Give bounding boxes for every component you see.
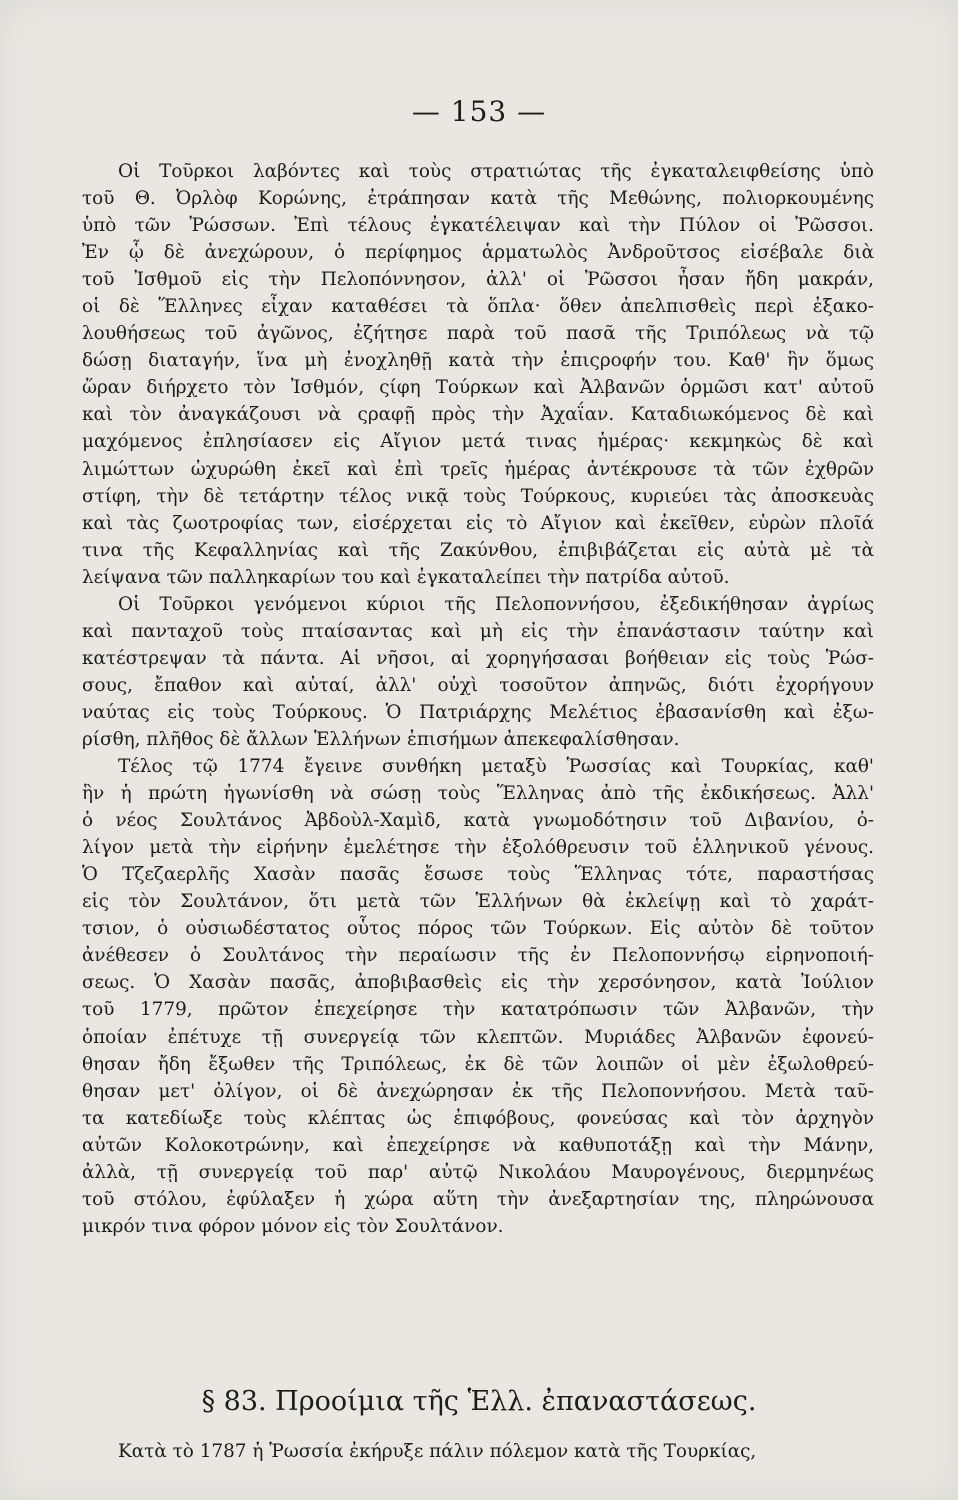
- text-line: τα κατεδίωξε τοὺς κλέπτας ὡς ἐπιφόβους, φονεύσας καὶ τὸν ἀρχηγὸν: [82, 1107, 874, 1129]
- text-line: Ἐν ᾧ δὲ ἀνεχώρουν, ὁ περίφημος ἁρματωλὸς Ἀνδροῦτσος εἰσέβαλε διὰ: [82, 242, 874, 264]
- text-line: εἰς τὸν Σουλτάνον, ὅτι μετὰ τῶν Ἑλλήνων θὰ ἐκλείψῃ καὶ τὸ χαράτ-: [82, 891, 874, 913]
- text-line: τοῦ Θ. Ὀρλὸφ Κορώνης, ἐτράπησαν κατὰ τῆς Μεθώνης, πολιορκουμένης: [82, 188, 874, 210]
- text-line: αὐτῶν Κολοκοτρώνην, καὶ ἐπεχείρησε νὰ καθυποτάξῃ καὶ τὴν Μάνην,: [82, 1134, 874, 1156]
- text-line: ναύτας εἰς τοὺς Τούρκους. Ὁ Πατριάρχης Μελέτιος ἐβασανίσθη καὶ ἐξω-: [82, 701, 874, 723]
- text-line: τοῦ 1779, πρῶτον ἐπεχείρησε τὴν κατατρόπωσιν τῶν Ἀλβανῶν, τὴν: [82, 999, 874, 1021]
- page-number: — 153 —: [411, 95, 547, 128]
- text-line: Οἱ Τοῦρκοι λαβόντες καὶ τοὺς στρατιώτας τῆς ἐγκαταλειφθείσης ὑπὸ: [118, 161, 874, 182]
- text-line: ὁ νέος Σουλτάνος Ἀβδοὺλ-Χαμὶδ, κατὰ γνωμοδότησιν τοῦ Διβανίου, ὀ-: [82, 810, 874, 832]
- text-line: θησαν μετ' ὀλίγον, οἱ δὲ ἀνεχώρησαν ἐκ τῆς Πελοποννήσου. Μετὰ ταῦ-: [82, 1080, 874, 1102]
- text-line: Κατὰ τὸ 1787 ἡ Ῥωσσία ἐκήρυξε πάλιν πόλεμον κατὰ τῆς Τουρκίας,: [118, 1441, 757, 1462]
- text-line: ἀνέθεσεν ὁ Σουλτάνος τὴν περαίωσιν τῆς ἐν Πελοποννήσῳ εἰρηνοποιή-: [82, 945, 874, 967]
- text-line: καὶ τὸν ἀναγκάζουσι νὰ ςραφῇ πρὸς τὴν Ἀχαΐαν. Καταδιωκόμενος δὲ καὶ: [82, 404, 874, 426]
- text-line: καὶ τὰς ζωοτροφίας των, εἰσέρχεται εἰς τὸ Αἴγιον καὶ ἐκεῖθεν, εὑρὼν πλοῖά: [82, 512, 874, 534]
- section-body-text: [82, 1438, 874, 1465]
- text-line: ρίσθη, πλῆθος δὲ ἄλλων Ἑλλήνων ἐπισήμων ἀπεκεφαλίσθησαν.: [82, 728, 680, 750]
- text-line: Ὁ Τζεζαερλῆς Χασὰν πασᾶς ἔσωσε τοὺς Ἕλληνας τότε, παραστήσας: [82, 864, 874, 886]
- text-line: κατέστρεψαν τὰ πάντα. Αἱ νῆσοι, αἱ χορηγήσασαι βοήθειαν εἰς τοὺς Ῥώσ-: [82, 647, 874, 669]
- text-line: δώσῃ διαταγήν, ἵνα μὴ ἐνοχληθῇ κατὰ τὴν ἐπιςροφήν του. Καθ' ἣν ὅμως: [82, 350, 874, 372]
- text-line: σους, ἔπαθον καὶ αὐταί, ἀλλ' οὐχὶ τοσοῦτον ἀπηνῶς, διότι ἐχορήγουν: [82, 674, 874, 696]
- text-line: τοῦ στόλου, ἐφύλαξεν ἡ χώρα αὕτη τὴν ἀνεξαρτησίαν της, πληρώνουσα: [82, 1188, 874, 1210]
- text-line: λείψανα τῶν παλληκαρίων του καὶ ἐγκαταλείπει τὴν πατρίδα αὐτοῦ.: [82, 566, 730, 588]
- text-line: ἣν ἡ πρώτη ἠγωνίσθη νὰ σώσῃ τοὺς Ἕλληνας ἀπὸ τῆς ἐκδικήσεως. Ἀλλ': [82, 783, 874, 805]
- text-line: ἀλλὰ, τῇ συνεργείᾳ τοῦ παρ' αὐτῷ Νικολάου Μαυρογένους, διερμηνέως: [82, 1161, 874, 1183]
- text-line: τινα τῆς Κεφαλληνίας καὶ τῆς Ζακύνθου, ἐπιβιβάζεται εἰς αὐτὰ μὲ τὰ: [82, 539, 874, 561]
- text-line: τσιον, ὁ οὐσιωδέστατος οὗτος πόρος τῶν Τούρκων. Εἰς αὐτὸν δὲ τοῦτον: [82, 918, 874, 940]
- text-line: τοῦ Ἰσθμοῦ εἰς τὴν Πελοπόννησον, ἀλλ' οἱ Ῥῶσσοι ἦσαν ἤδη μακράν,: [82, 269, 874, 291]
- body-text: [82, 158, 874, 1240]
- text-line: λιμώττων ὠχυρώθη ἐκεῖ καὶ ἐπὶ τρεῖς ἡμέρας ἀντέκρουσε τὰ τῶν ἐχθρῶν: [82, 458, 874, 480]
- text-line: λουθήσεως τοῦ ἀγῶνος, ἐζήτησε παρὰ τοῦ πασᾶ τῆς Τριπόλεως νὰ τῷ: [82, 323, 874, 345]
- text-line: Οἱ Τοῦρκοι γενόμενοι κύριοι τῆς Πελοποννήσου, ἐξεδικήθησαν ἀγρίως: [118, 593, 874, 615]
- text-line: θησαν ἤδη ἔξωθεν τῆς Τριπόλεως, ἐκ δὲ τῶν λοιπῶν οἱ μὲν ἐξωλοθρεύ-: [82, 1053, 874, 1075]
- text-line: καὶ πανταχοῦ τοὺς πταίσαντας καὶ μὴ εἰς τὴν ἐπανάστασιν ταύτην καὶ: [82, 620, 874, 642]
- text-line: ὥραν διήρχετο τὸν Ἰσθμόν, ςίφη Τούρκων καὶ Ἀλβανῶν ὁρμῶσι κατ' αὐτοῦ: [82, 377, 874, 399]
- text-line: λίγον μετὰ τὴν εἰρήνην ἐμελέτησε τὴν ἐξολόθρευσιν τοῦ ἑλληνικοῦ γένους.: [82, 837, 874, 859]
- text-line: ὑπὸ τῶν Ῥώσσων. Ἐπὶ τέλους ἐγκατέλειψαν καὶ τὴν Πύλον οἱ Ῥῶσσοι.: [82, 215, 874, 237]
- text-line: στίφη, τὴν δὲ τετάρτην τέλος νικᾷ τοὺς Τούρκους, κυριεύει τὰς ἀποσκευὰς: [82, 485, 874, 507]
- text-line: Τέλος τῷ 1774 ἔγεινε συνθήκη μεταξὺ Ῥωσσίας καὶ Τουρκίας, καθ': [118, 756, 874, 778]
- text-line: μαχόμενος ἐπλησίασεν εἰς Αἴγιον μετά τινας ἡμέρας· κεκμηκὼς δὲ καὶ: [82, 431, 874, 453]
- text-line: μικρόν τινα φόρον μόνον εἰς τὸν Σουλτάνον.: [82, 1215, 504, 1237]
- section-heading: § 83. Προοίμια τῆς Ἑλλ. ἐπαναστάσεως.: [201, 1386, 757, 1417]
- text-line: οἱ δὲ Ἕλληνες εἶχαν καταθέσει τὰ ὅπλα· ὅθεν ἀπελπισθεὶς περὶ ἐξακο-: [82, 296, 874, 318]
- text-line: σεως. Ὁ Χασὰν πασᾶς, ἀποβιβασθεὶς εἰς τὴν χερσόνησον, κατὰ Ἰούλιον: [82, 972, 874, 994]
- text-line: ὁποίαν ἐπέτυχε τῇ συνεργείᾳ τῶν κλεπτῶν. Μυριάδες Ἀλβανῶν ἐφονεύ-: [82, 1026, 874, 1048]
